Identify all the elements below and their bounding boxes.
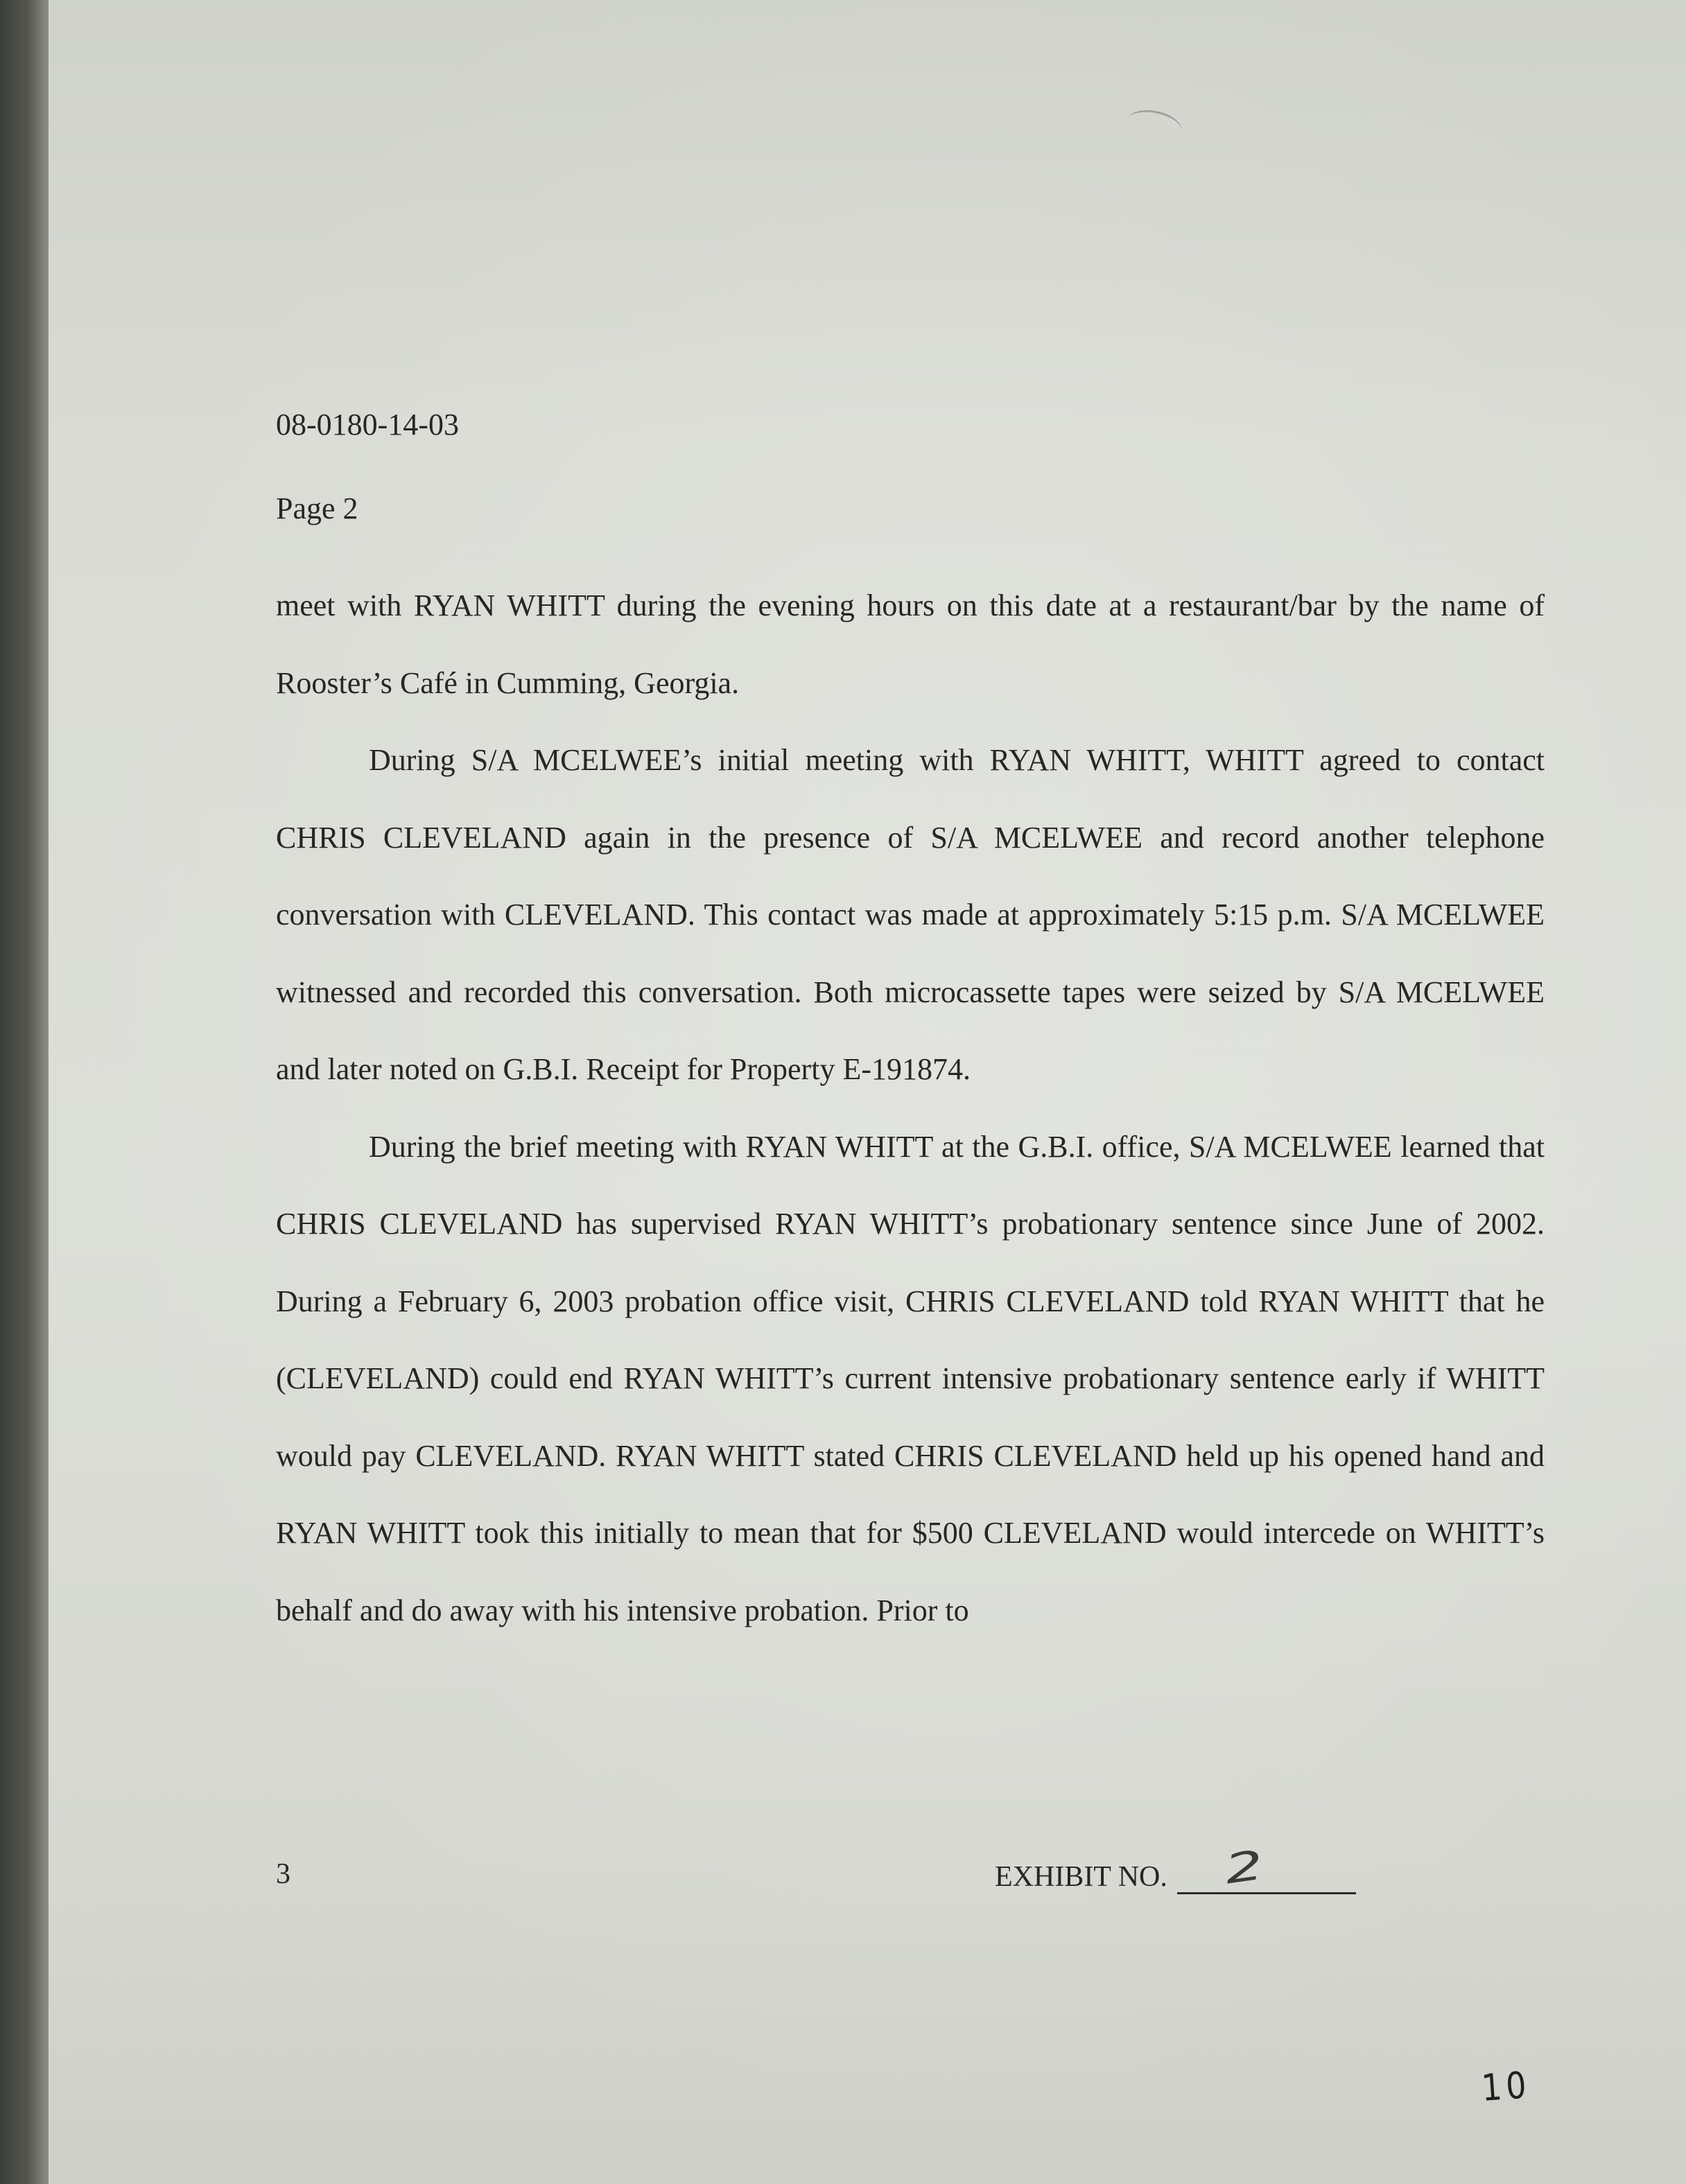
- handwritten-page-number: 10: [1479, 2063, 1532, 2110]
- footer-page-number: 3: [276, 1858, 290, 1890]
- paper-smudge: [1124, 105, 1184, 146]
- document-body: [276, 567, 1545, 1649]
- paper-page: [49, 0, 1686, 2184]
- page-label: Page 2: [276, 491, 358, 525]
- exhibit-number-handwritten: 2: [1222, 1841, 1267, 1894]
- paragraph-3: During the brief meeting with RYAN WHITT at the G.B.I. office, S/A MCELWEE learned that CHRIS CLEVELAND has supervised RYAN WHITT’s probationary sentence since June of 2002. During a February 6, 2003 probation office visit, CHRIS CLEVELAND told RYAN WHITT that he (CLEVELAND) could end RYAN WHITT’s current intensive probationary sentence early if WHITT would pay CLEVELAND. RYAN WHITT stated CHRIS CLEVELAND held up his opened hand and RYAN WHITT took this initially to mean that for $500 CLEVELAND would intercede on WHITT’s behalf and do away with his intensive probation. Prior to: [276, 1129, 1545, 1627]
- paragraph-2: During S/A MCELWEE’s initial meeting with RYAN WHITT, WHITT agreed to contact CHRIS CLEVELAND again in the presence of S/A MCELWEE and record another telephone conversation with CLEVELAND. This contact was made at approximately 5:15 p.m. S/A MCELWEE witnessed and recorded this conversation. Both microcassette tapes were seized by S/A MCELWEE and later noted on G.B.I. Receipt for Property E-191874.: [276, 743, 1545, 1086]
- case-number: 08-0180-14-03: [276, 408, 459, 442]
- paragraph-1: meet with RYAN WHITT during the evening hours on this date at a restaurant/bar by the name of Rooster’s Café in Cumming, Georgia.: [276, 588, 1545, 700]
- exhibit-underline: [1177, 1892, 1356, 1894]
- exhibit-label: EXHIBIT NO.: [995, 1861, 1167, 1893]
